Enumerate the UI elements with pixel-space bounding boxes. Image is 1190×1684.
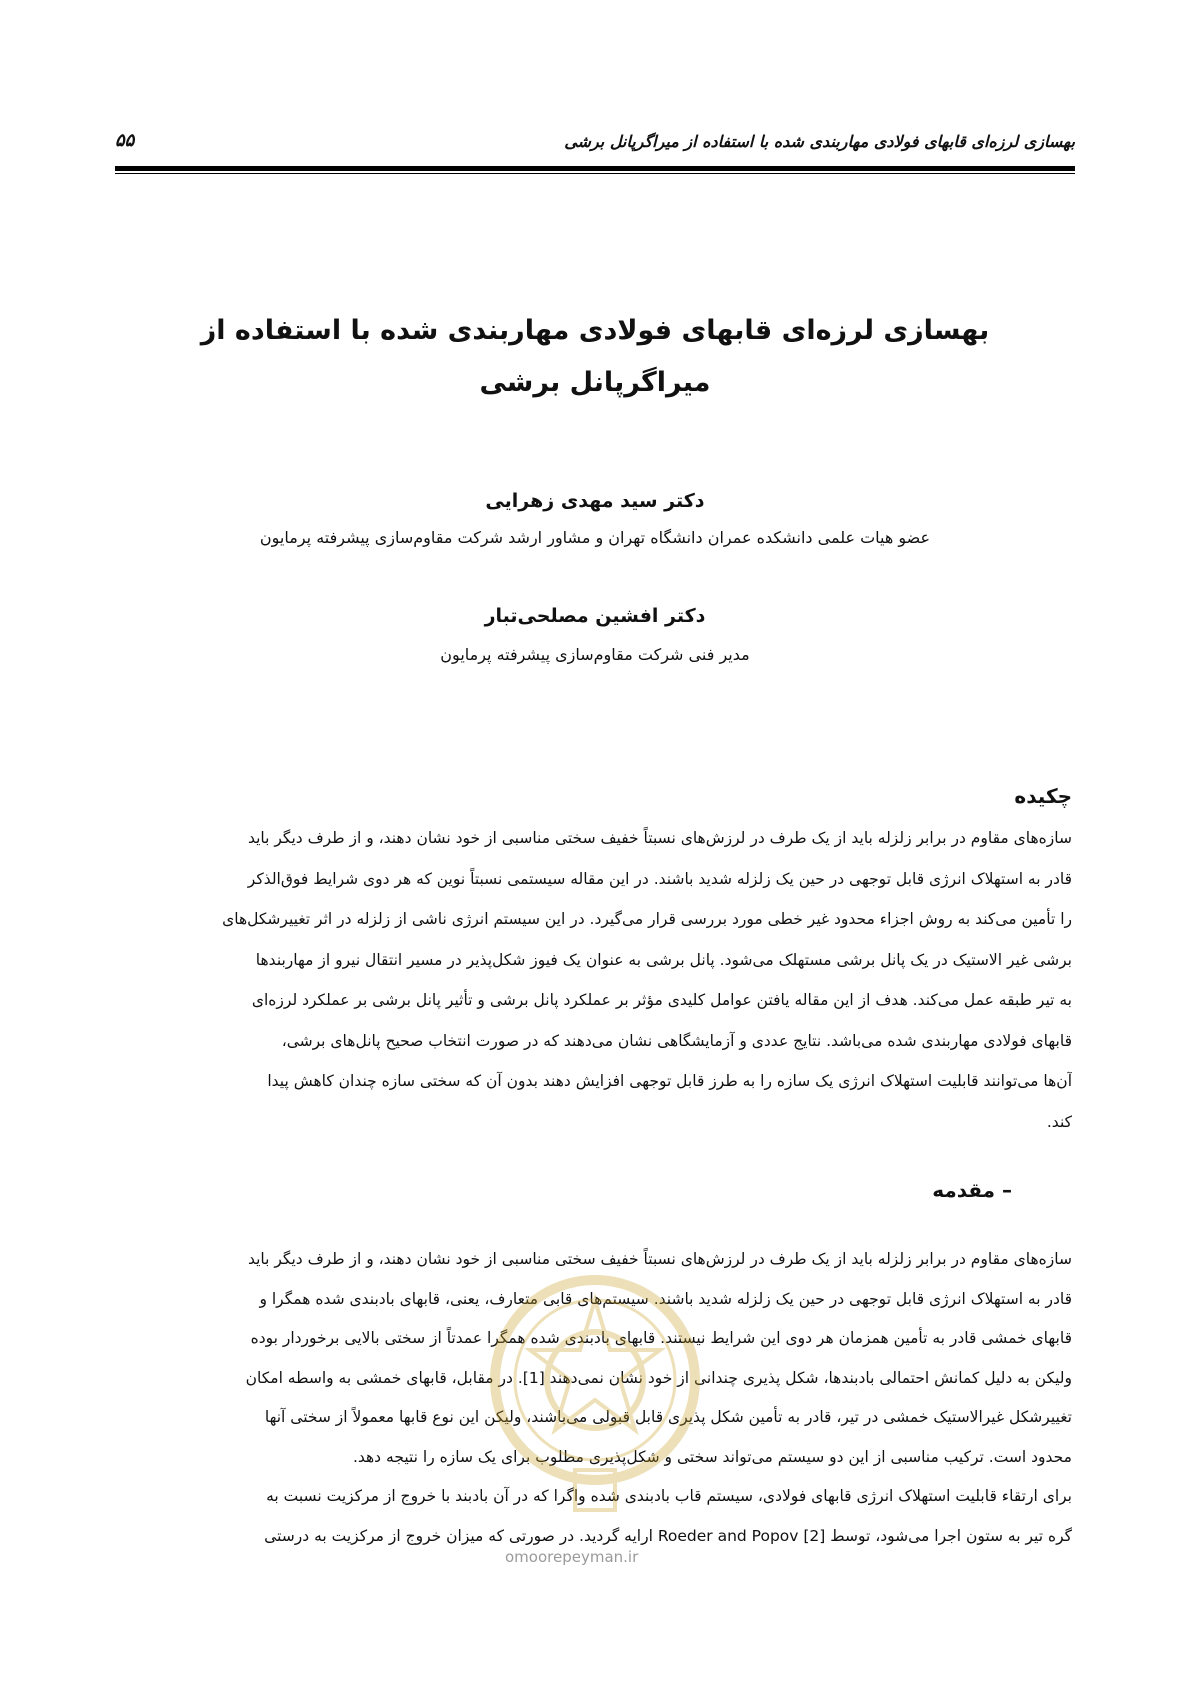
abstract-line: قادر به استهلاک انرژی قابل توجهی در حین یک زلزله شدید باشند. در این مقاله سیستمی نسبتاً نوین که هر دوی شرایط فوق‌الذکر bbox=[247, 869, 1072, 888]
author-1-affiliation: عضو هیات علمی دانشکده عمران دانشگاه تهران و مشاور ارشد شرکت مقاوم‌سازی پیشرفته پرمایون bbox=[259, 528, 931, 547]
paper-title bbox=[150, 305, 1040, 409]
intro-line: تغییرشکل غیرالاستیک خمشی در تیر، قادر به تأمین شکل پذیری قابل قبولی می‌باشند، ولیکن این نوع قابها معمولاً از سختی آنها bbox=[264, 1408, 1072, 1426]
title-line-2: میراگرپانل برشی bbox=[479, 367, 711, 398]
author-2-affiliation: مدیر فنی شرکت مقاوم‌سازی پیشرفته پرمایون bbox=[440, 645, 750, 664]
intro-line: ولیکن به دلیل کمانش احتمالی بادبندها، شکل پذیری چندانی از خود نشان نمی‌دهند [1]. در مقابل، قابهای خمشی به واسطه امکان bbox=[245, 1368, 1072, 1387]
running-title: بهسازی لرزه‌ای قابهای فولادی مهاربندی شده با استفاده از میراگرپانل برشی bbox=[564, 132, 1075, 151]
intro-line: گره تیر به ستون اجرا می‌شود، توسط Roeder and Popov [2] ارایه گردید. در صورتی که میزان خروج از مرکزیت به درستی bbox=[264, 1526, 1072, 1545]
author-1-name: دکتر سید مهدی زهرایی bbox=[485, 490, 705, 512]
abstract-line: قابهای فولادی مهاربندی شده می‌باشد. نتایج عددی و آزمایشگاهی نشان می‌دهند که در صورت انتخاب صحیح پانل‌های برشی، bbox=[281, 1031, 1072, 1050]
running-header bbox=[115, 126, 1075, 166]
abstract-line: به تیر طبقه عمل می‌کند. هدف از این مقاله یافتن عوامل کلیدی مؤثر بر عملکرد پانل برشی و تأثیر پانل برشی بر عملکرد لرزه‌ای bbox=[251, 991, 1072, 1009]
intro-line: قابهای خمشی قادر به تأمین همزمان هر دوی این شرایط نیستند. قابهای بادبندی شده همگرا عمدتاً از سختی بالایی برخوردار بوده bbox=[250, 1329, 1072, 1347]
abstract-line: سازه‌های مقاوم در برابر زلزله باید از یک طرف در لرزش‌های نسبتاً خفیف سختی مناسبی از خود نشان دهند، و از طرف دیگر باید bbox=[247, 829, 1072, 847]
abstract-heading: چکیده bbox=[1014, 784, 1072, 808]
abstract-line: آن‌ها می‌توانند قابلیت استهلاک انرژی یک سازه را به طرز قابل توجهی افزایش دهند بدون آن که سختی سازه چندان کاهش پیدا bbox=[267, 1072, 1072, 1090]
introduction-heading: – مقدمه bbox=[932, 1178, 1012, 1202]
header-rule-thick bbox=[115, 166, 1075, 171]
intro-line: محدود است. ترکیب مناسبی از این دو سیستم می‌تواند سختی و شکل‌پذیری مطلوب برای یک سازه را نتیجه دهد. bbox=[352, 1447, 1072, 1466]
intro-line: سازه‌های مقاوم در برابر زلزله باید از یک طرف در لرزش‌های نسبتاً خفیف سختی مناسبی از خود نشان دهند، و از طرف دیگر باید bbox=[247, 1250, 1072, 1268]
author-2-name: دکتر افشین مصلحی‌تبار bbox=[484, 605, 706, 627]
abstract-line: را تأمین می‌کند به روش اجزاء محدود غیر خطی مورد بررسی قرار می‌گیرد. در این سیستم انرژی ناشی از زلزله در اثر تغییرشکل‌های bbox=[222, 910, 1072, 928]
abstract-body bbox=[115, 818, 1072, 1142]
watermark-text: omoorepeyman.ir bbox=[505, 1548, 639, 1566]
watermark-logo-icon bbox=[480, 1240, 710, 1540]
page-number: ۵۵ bbox=[115, 130, 135, 151]
abstract-line: کند. bbox=[1046, 1112, 1072, 1131]
title-line-1: بهسازی لرزه‌ای قابهای فولادی مهاربندی شده با استفاده از bbox=[200, 315, 990, 346]
intro-line: برای ارتقاء قابلیت استهلاک انرژی قابهای فولادی، سیستم قاب بادبندی شده واگرا که در آن بادبند با خروج از مرکزیت نسبت به bbox=[266, 1487, 1072, 1505]
header-rule-thin bbox=[115, 173, 1075, 174]
intro-line: قادر به استهلاک انرژی قابل توجهی در حین یک زلزله شدید باشند. سیستم‌های قابی متعارف، یعنی، قابهای بادبندی شده همگرا و bbox=[259, 1289, 1072, 1308]
abstract-line: برشی غیر الاستیک در یک پانل برشی مستهلک می‌شود. پانل برشی به عنوان یک فیوز شکل‌پذیر در مسیر انتقال نیرو از مهاربندها bbox=[255, 950, 1072, 969]
